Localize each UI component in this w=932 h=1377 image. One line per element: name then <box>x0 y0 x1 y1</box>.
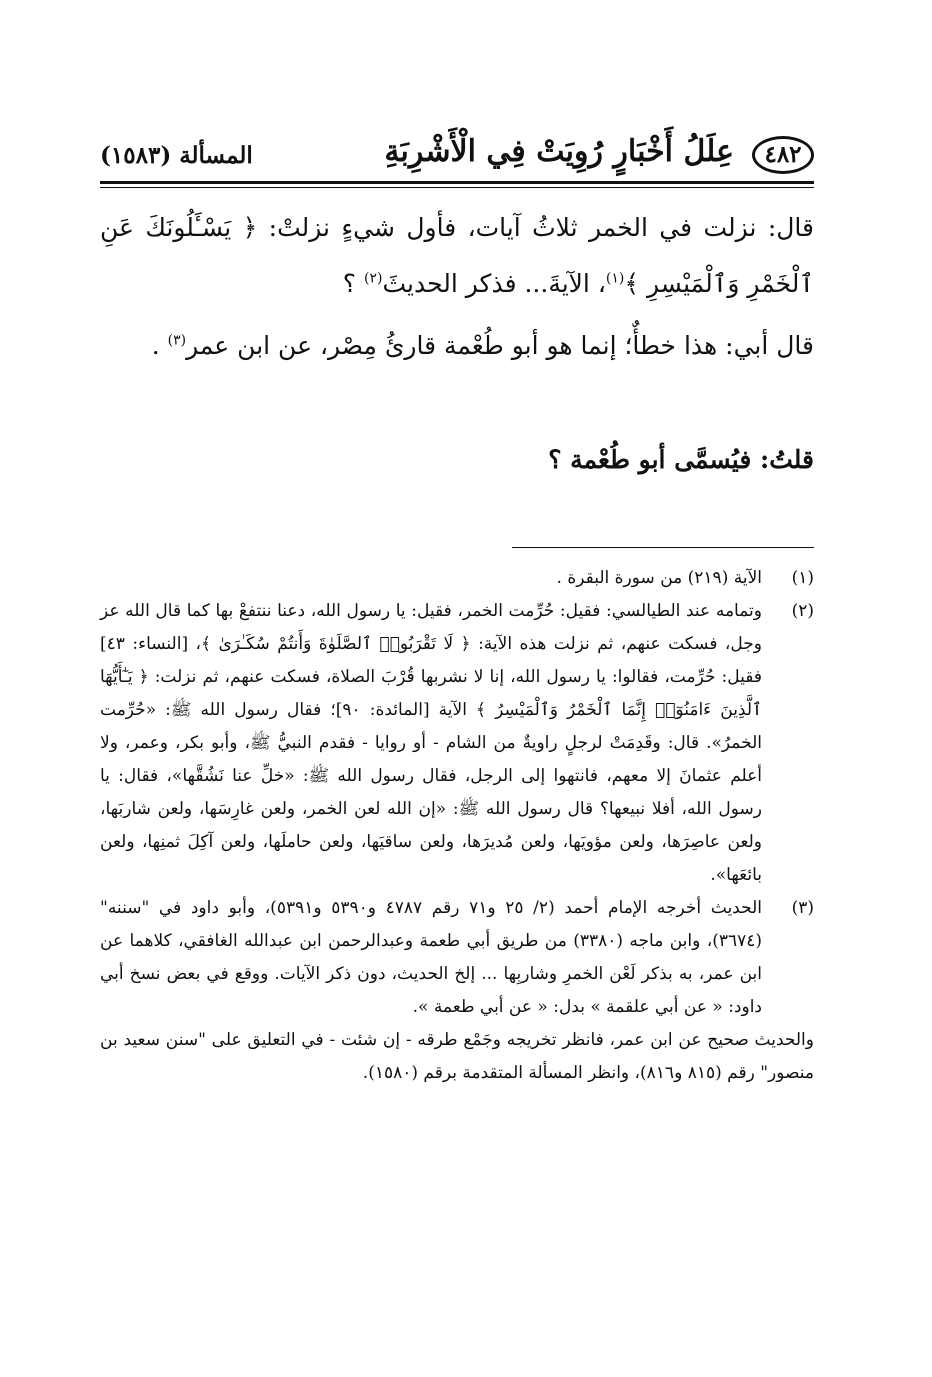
footnote-text: وتمامه عند الطيالسي: فقيل: حُرِّمت الخمر، فقيل: يا رسول الله، دعنا ننتفعْ بها كما قال الله عز وجل، فسكت عنهم، ثم نزلت هذه الآية: ﴿ لَا تَقْرَبُوا۟ ٱلصَّلَوٰةَ وَأَنتُمْ سُكَـٰرَىٰ ﴾، [النساء: ٤٣] فقيل: حُرِّمت، فقالوا: يا رسول الله، إنا لا نشربها قُرْبَ الصلاة، فسكت عنهم، ثم نزلت: ﴿ يَـٰٓأَيُّهَا ٱلَّذِينَ ءَامَنُوٓا۟ إِنَّمَا ٱلْخَمْرُ وَٱلْمَيْسِرُ ﴾ الآية [المائدة: ٩٠]؛ فقال رسول الله ﷺ: «حُرِّمت الخمرُ». قال: وقَدِمَتْ لرجلٍ راويةٌ من الشام - أو روايا - فقدم النبيُّ ﷺ، وأبو بكر، وعمر، ولا أعلم عثمانَ إلا معهم، فانتهوا إلى الرجل، فقال رسول الله ﷺ: «خلِّ عنا نَشُقَّها»، فقال: يا رسول الله، أفلا نبيعها؟ قال رسول الله ﷺ: «إن الله لعن الخمر، ولعن غارِسَها، ولعن شاربَها، ولعن عاصِرَها، ولعن مؤويَها، ولعن مُديرَها، ولعن ساقيَها، ولعن حاملَها، ولعن آكِلَ ثمنِها، ولعن بائعَها». <box>100 601 762 885</box>
paragraph-text: قال: نزلت في الخمر ثلاثُ آيات، فأول شيءٍ نزلتْ: ﴿ يَسْـَٔلُونَكَ عَنِ ٱلْخَمْرِ وَٱلْمَيْسِرِ ﴾ <box>100 213 814 298</box>
header-rule-thin <box>100 187 814 188</box>
footnote-number: (٣) <box>791 898 814 918</box>
main-paragraph-2 <box>100 318 814 374</box>
page-number: ٤٨٢ <box>752 136 814 174</box>
main-paragraph-1 <box>100 200 814 312</box>
footnote-2 <box>100 595 814 892</box>
footnote-text: الآية (٢١٩) من سورة البقرة . <box>556 568 762 588</box>
paragraph-text: قال أبي: هذا خطأٌ؛ إنما هو أبو طُعْمة قارئُ مِصْر، عن ابن عمر <box>186 331 814 360</box>
paragraph-text: ؟ <box>342 269 365 298</box>
footnote-ref: (١) <box>605 270 625 287</box>
header-rule-thick <box>100 181 814 184</box>
footnotes <box>100 562 814 1090</box>
footnote-ref: (٣) <box>167 332 187 349</box>
page-header <box>100 128 814 180</box>
footnote-text: الحديث أخرجه الإمام أحمد (٢/ ٢٥ و٧١ رقم ٤٧٨٧ و٥٣٩٠ و٥٣٩١)، وأبو داود في "سننه" (٣٦٧٤)، وابن ماجه (٣٣٨٠) من طريق أبي طعمة وعبدالرحمن ابن عبدالله الغافقي، كلاهما عن ابن عمر، به بذكر لَعْن الخمرِ وشاربِها ... إلخ الحديث، دون ذكر الآيات. ووقع في بعض نسخ أبي داود: « عن أبي علقمة » بدل: « عن أبي طعمة ». <box>100 898 762 1017</box>
main-paragraph-3: قلتُ: فيُسمَّى أبو طُعْمة ؟ <box>548 445 814 474</box>
footnote-3 <box>100 892 814 1024</box>
book-title: عِلَلُ أَخْبَارٍ رُوِيَتْ فِي الْأَشْرِبَةِ <box>384 134 734 169</box>
paragraph-text: ، الآيةَ... فذكر الحديثَ <box>382 269 606 298</box>
footnote-separator <box>512 547 814 548</box>
footnote-number: (٢) <box>791 601 814 621</box>
footnote-3-continuation: والحديث صحيح عن ابن عمر، فانظر تخريجه وجَمْع طرقه - إن شئت - في التعليق على "سنن سعيد بن منصور" رقم (٨١٥ و٨١٦)، وانظر المسألة المتقدمة برقم (١٥٨٠). <box>100 1030 814 1083</box>
issue-label: المسألة (١٥٨٣) <box>100 142 253 169</box>
paragraph-text: . <box>151 331 168 360</box>
footnote-number: (١) <box>791 568 814 588</box>
footnote-1 <box>100 562 814 595</box>
footnote-ref: (٢) <box>364 270 383 287</box>
